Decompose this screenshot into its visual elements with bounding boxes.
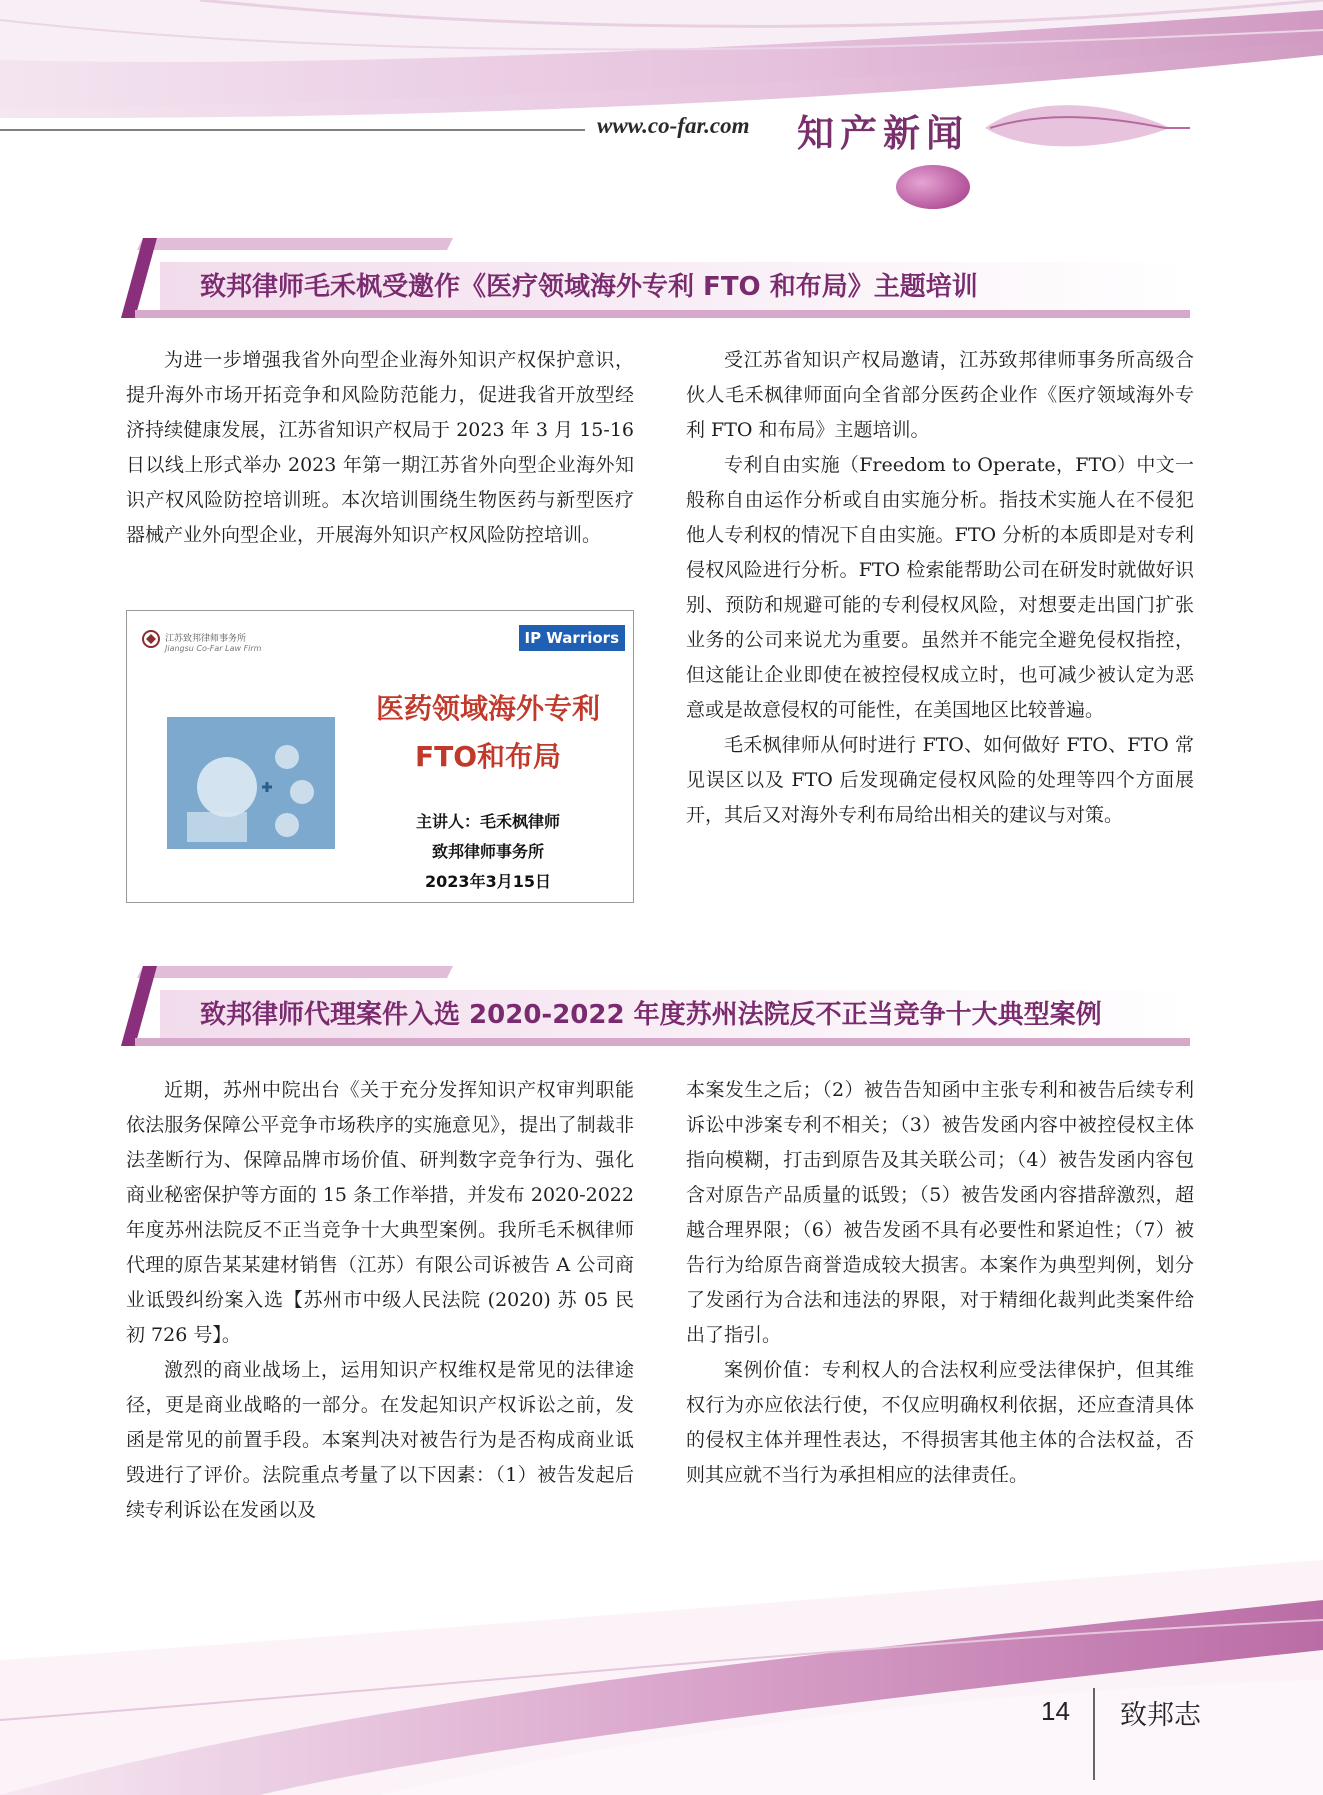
article2-left-column (126, 1073, 634, 1528)
article2-right-column (686, 1073, 1194, 1493)
training-promo-image (126, 610, 634, 903)
firm-logo-icon (141, 629, 161, 649)
promo-date: 2023年3月15日 (425, 872, 551, 891)
article2-right-paragraph: 案例价值：专利权人的合法权利应受法律保护，但其维权行为亦应依法行使，不仅应明确权利依据，还应查清具体的侵权主体并理性表达，不得损害其他主体的合法权益，否则其应就不当行为承担相应的法律责任。 (686, 1359, 1194, 1486)
article2-left-paragraph: 近期，苏州中院出台《关于充分发挥知识产权审判职能依法服务保障公平竞争市场秩序的实施意见》，提出了制裁非法垄断行为、保障品牌市场价值、研判数字竞争行为、强化商业秘密保护等方面的 15 条工作举措，并发布 2020-2022 年度苏州法院反不正当竞争十大典型案例。我所毛禾枫律师代理的原告某某建材销售（江苏）有限公司诉被告 A 公司商业诋毁纠纷案入选【苏州市中级人民法院 (2020) 苏 05 民初 726 号】。 (126, 1079, 634, 1346)
firm-logo-subtext: Jiangsu Co-Far Law Firm (165, 644, 262, 653)
magazine-name: 致邦志 (1120, 1700, 1201, 1731)
article2-right-paragraph: 本案发生之后；（2）被告告知函中主张专利和被告后续专利诉讼中涉案专利不相关；（3）被告发函内容中被控侵权主体指向模糊，打击到原告及其关联公司；（4）被告发函内容包含对原告产品质量的诋毁；（5）被告发函内容措辞激烈，超越合理界限；（6）被告发函不具有必要性和紧迫性；（7）被告行为给原告商誉造成较大损害。本案作为典型判例，划分了发函行为合法和违法的界限，对于精细化裁判此类案件给出了指引。 (686, 1079, 1194, 1346)
promo-speaker: 主讲人：毛禾枫律师 (415, 812, 560, 831)
article1-right-paragraph: 受江苏省知识产权局邀请，江苏致邦律师事务所高级合伙人毛禾枫律师面向全省部分医药企业作《医疗领域海外专利 FTO 和布局》主题培训。 (686, 349, 1194, 441)
article1-title: 致邦律师毛禾枫受邀作《医疗领域海外专利 FTO 和布局》主题培训 (200, 272, 978, 302)
firm-logo-text: 江苏致邦律师事务所 (165, 634, 247, 644)
article1-left-paragraph: 为进一步增强我省外向型企业海外知识产权保护意识，提升海外市场开拓竞争和风险防范能力，促进我省开放型经济持续健康发展，江苏省知识产权局于 2023 年 3 月 15-16 日以线上形式举办 2023 年第一期江苏省外向型企业海外知识产权风险防控培训班。本次培训围绕生物医药与新型医疗器械产业外向型企业，开展海外知识产权风险防控培训。 (126, 349, 634, 546)
article2-title: 致邦律师代理案件入选 2020-2022 年度苏州法院反不正当竞争十大典型案例 (200, 1000, 1102, 1030)
page-number: 14 (1041, 1696, 1070, 1726)
article1-right-paragraph: 毛禾枫律师从何时进行 FTO、如何做好 FTO、FTO 常见误区以及 FTO 后发现确定侵权风险的处理等四个方面展开，其后又对海外专利布局给出相关的建议与对策。 (686, 734, 1194, 826)
article2-left-paragraph: 激烈的商业战场上，运用知识产权维权是常见的法律途径，更是商业战略的一部分。在发起知识产权诉讼之前，发函是常见的前置手段。本案判决对被告行为是否构成商业诋毁进行了评价。法院重点考量了以下因素：（1）被告发起后续专利诉讼在发函以及 (126, 1359, 634, 1521)
article1-right-column (686, 343, 1194, 833)
promo-firm: 致邦律师事务所 (431, 842, 544, 861)
site-url: www.co-far.com (597, 113, 750, 138)
promo-title-line2: FTO和布局 (414, 740, 562, 773)
ip-warriors-badge: IP Warriors (519, 625, 626, 651)
section-title: 知产新闻 (797, 112, 969, 155)
promo-title-line1: 医药领域海外专利 (375, 692, 600, 725)
medical-photo (167, 717, 335, 849)
article1-right-paragraph: 专利自由实施（Freedom to Operate，FTO）中文一般称自由运作分析或自由实施分析。指技术实施人在不侵犯他人专利权的情况下自由实施。FTO 分析的本质即是对专利侵权风险进行分析。FTO 检索能帮助公司在研发时就做好识别、预防和规避可能的专利侵权风险，对想要走出国门扩张业务的公司来说尤为重要。虽然并不能完全避免侵权指控，但这能让企业即使在被控侵权成立时，也可减少被认定为恶意或是故意侵权的可能性，在美国地区比较普遍。 (686, 454, 1194, 721)
article1-left-column (126, 343, 634, 553)
